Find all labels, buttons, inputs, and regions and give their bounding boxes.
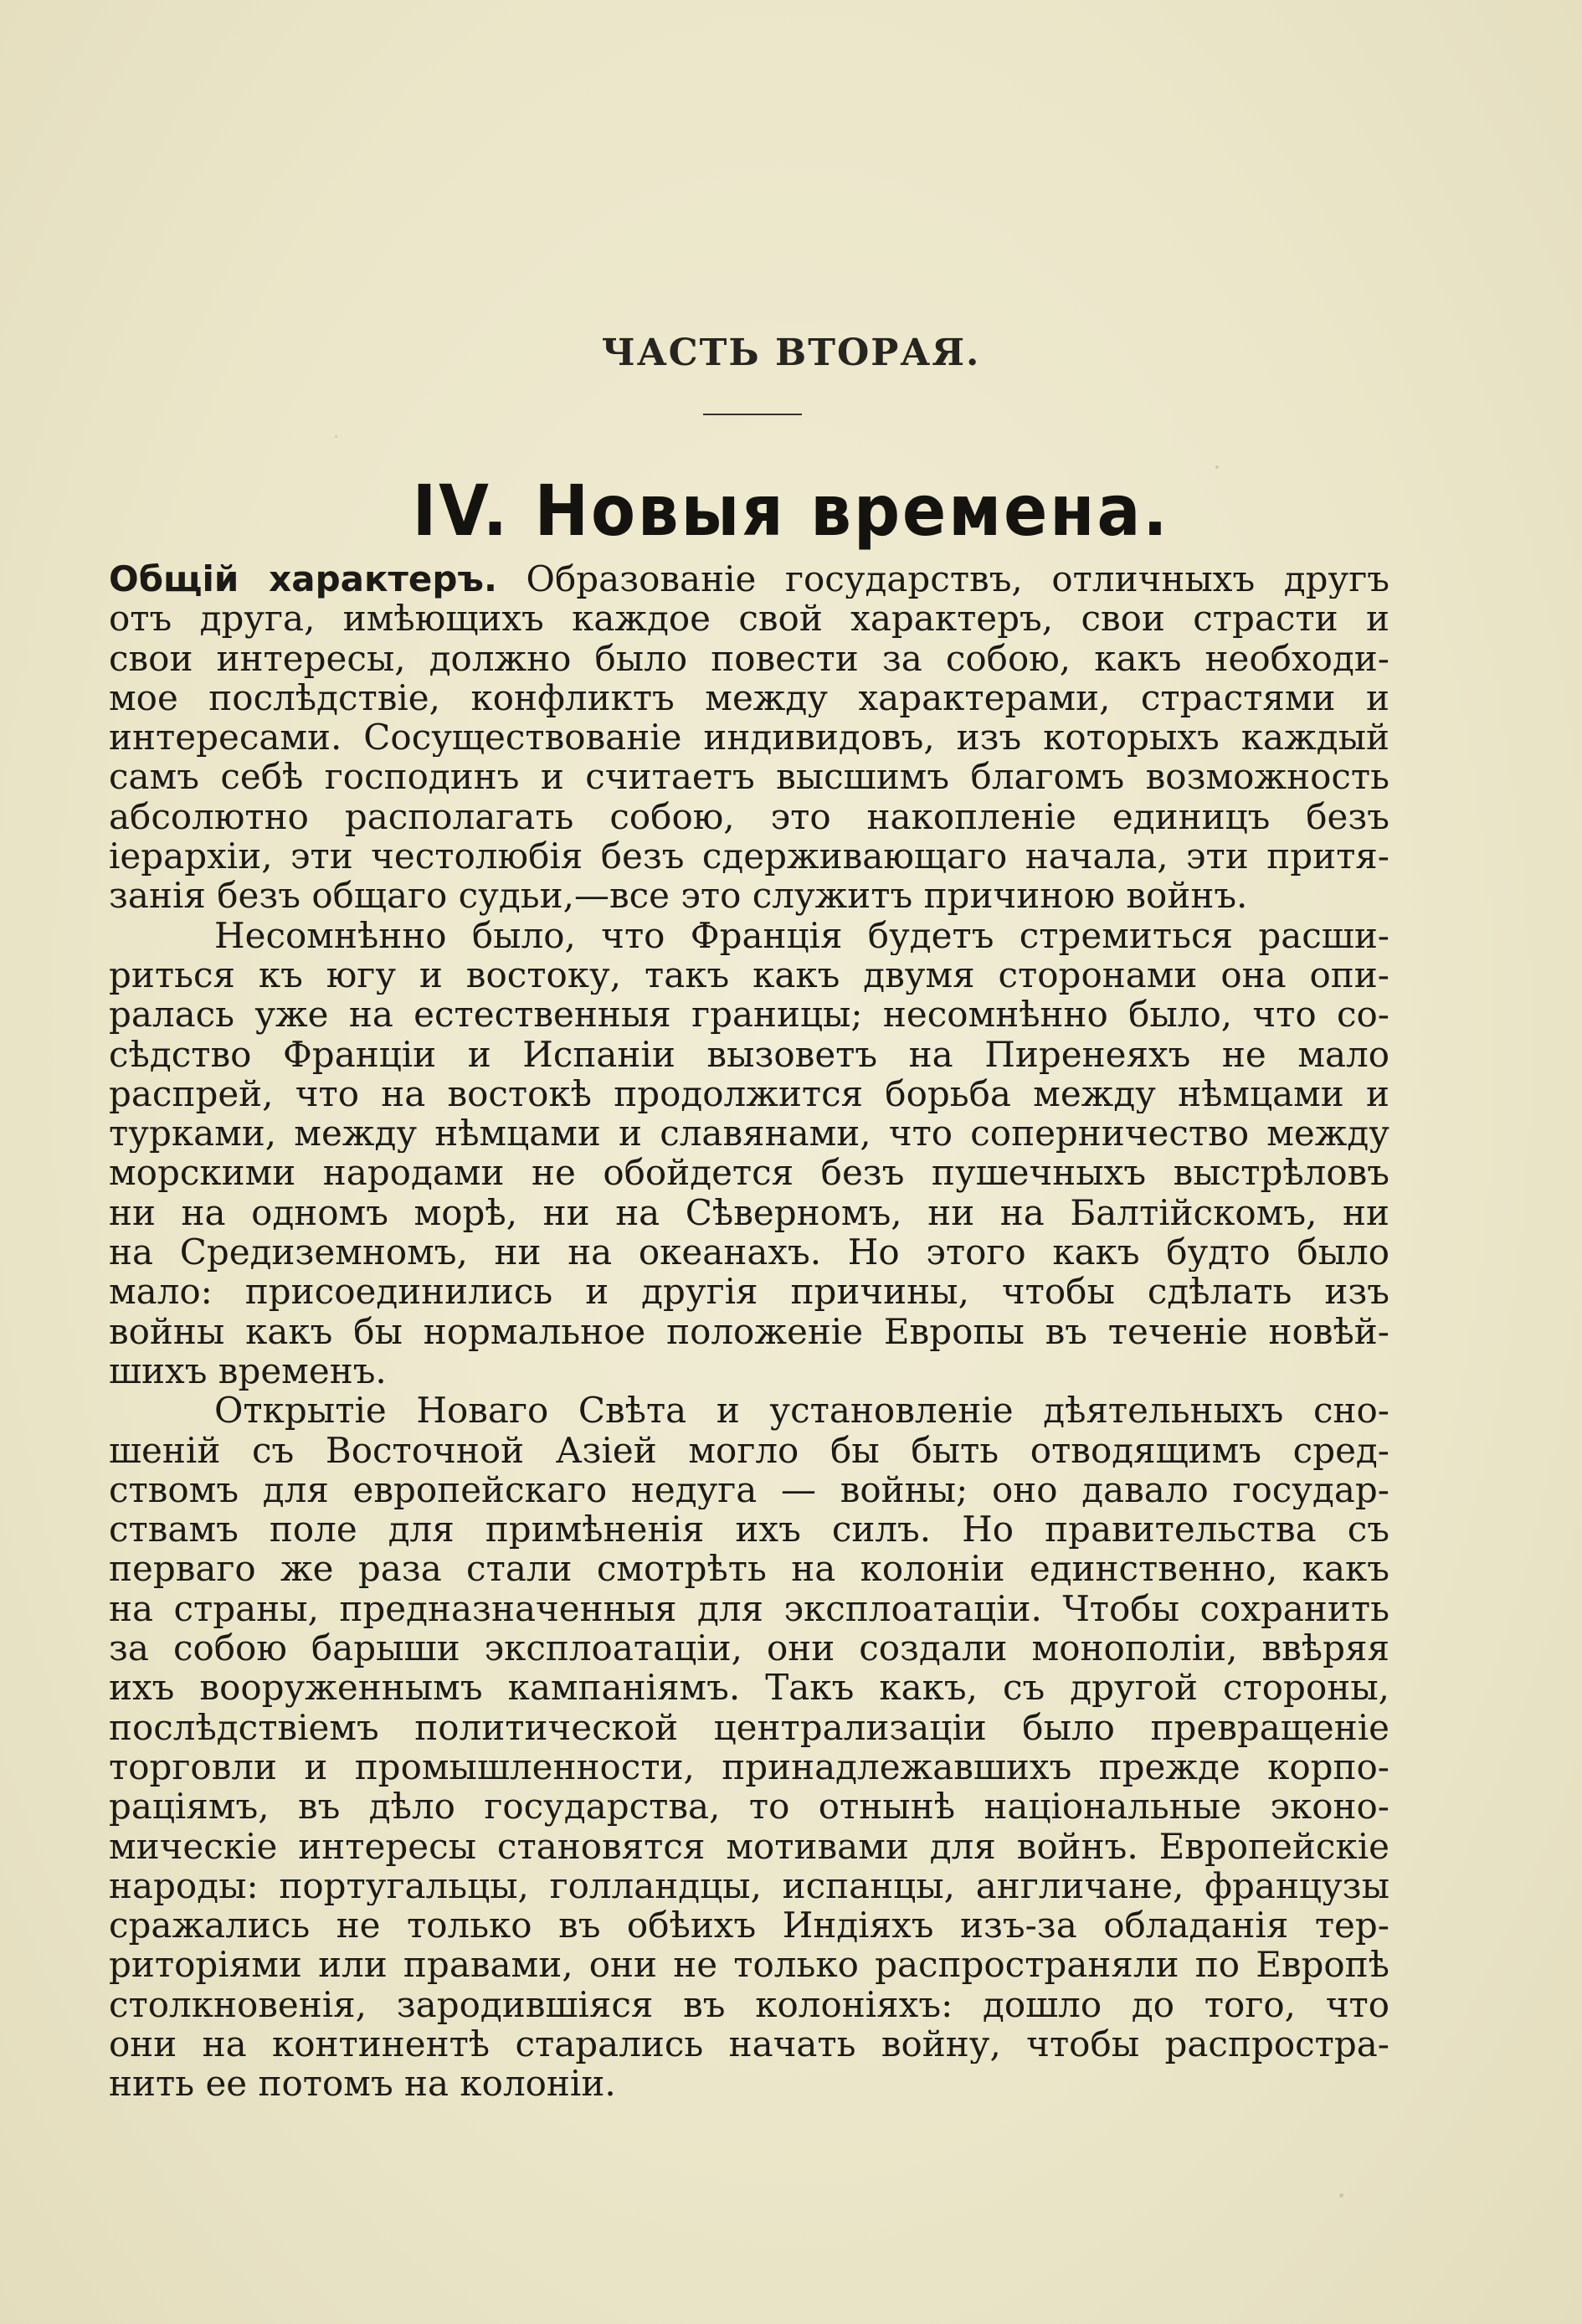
- text-line: морскими народами не обойдется безъ пушечныхъ выстрѣловъ: [109, 1153, 1389, 1193]
- text-line: мало: присоединились и другія причины, чтобы сдѣлать изъ: [109, 1272, 1389, 1312]
- text-line: послѣдствіемъ политической централизаціи было превращеніе: [109, 1707, 1389, 1747]
- text-line: сражались не только въ обѣихъ Индіяхъ изъ-за обладанія тер-: [109, 1905, 1389, 1946]
- line-text: Образованіе государствъ, отличныхъ другъ: [496, 559, 1389, 599]
- text-line: распрей, что на востокѣ продолжится борьба между нѣмцами и: [109, 1073, 1389, 1114]
- text-line: свои интересы, должно было повести за собою, какъ необходи-: [109, 638, 1389, 678]
- part-heading: ЧАСТЬ ВТОРАЯ.: [601, 332, 981, 374]
- text-line: войны какъ бы нормальное положеніе Европы въ теченіе новѣй-: [109, 1311, 1389, 1351]
- body-text: [109, 559, 1389, 2104]
- lead-in: Общій характеръ.: [109, 559, 497, 599]
- text-line: торговли и промышленности, принадлежавшихъ прежде корпо-: [109, 1746, 1389, 1787]
- text-line: за собою барыши эксплоатаціи, они создали монополіи, ввѣряя: [109, 1628, 1389, 1668]
- text-line: нить ее потомъ на колоніи.: [109, 2064, 616, 2104]
- text-line: риторіями или правами, они не только распространяли по Европѣ: [109, 1945, 1389, 1985]
- text-line: шихъ временъ.: [109, 1350, 387, 1391]
- text-line: народы: португальцы, голландцы, испанцы, англичане, французы: [109, 1865, 1389, 1906]
- text-line: турками, между нѣмцами и славянами, что соперничество между: [109, 1113, 1389, 1154]
- text-line: на страны, предназначенныя для эксплоатаціи. Чтобы сохранить: [109, 1588, 1389, 1629]
- chapter-title: IV. Новыя времена.: [412, 470, 1170, 552]
- text-line: Несомнѣнно было, что Франція будетъ стремиться расши-: [214, 915, 1389, 955]
- text-line: занія безъ общаго судьи,—все это служитъ причиною войнъ.: [109, 876, 1248, 916]
- text-line: самъ себѣ господинъ и считаетъ высшимъ благомъ возможность: [109, 757, 1389, 797]
- text-line: сѣдство Франціи и Испаніи вызоветъ на Пиренеяхъ не мало: [109, 1034, 1389, 1074]
- text-line: перваго же раза стали смотрѣть на колоніи единственно, какъ: [109, 1549, 1389, 1589]
- text-line: ни на одномъ морѣ, ни на Сѣверномъ, ни на Балтійскомъ, ни: [109, 1192, 1389, 1233]
- paper-speck: [335, 435, 337, 438]
- text-line: раціямъ, въ дѣло государства, то отнынѣ національные эконо-: [109, 1787, 1389, 1827]
- text-line: на Средиземномъ, ни на океанахъ. Но этого какъ будто было: [109, 1232, 1389, 1273]
- text-line: они на континентѣ старались начать войну, чтобы распростра-: [109, 2023, 1389, 2064]
- text-line: риться къ югу и востоку, такъ какъ двумя сторонами она опи-: [109, 954, 1389, 995]
- heading-rule: [703, 414, 802, 415]
- text-line: ствамъ поле для примѣненія ихъ силъ. Но правительства съ: [109, 1509, 1389, 1550]
- text-line: Открытіе Новаго Свѣта и установленіе дѣятельныхъ сно-: [214, 1391, 1389, 1431]
- text-line: ралась уже на естественныя границы; несомнѣнно было, что со-: [109, 995, 1389, 1035]
- text-line: мическіе интересы становятся мотивами для войнъ. Европейскіе: [109, 1826, 1389, 1866]
- paper-speck: [1215, 465, 1219, 469]
- paper-speck: [1339, 2193, 1343, 2198]
- text-line: отъ друга, имѣющихъ каждое свой характеръ, свои страсти и: [109, 599, 1389, 639]
- text-line: шеній съ Восточной Азіей могло бы быть отводящимъ сред-: [109, 1430, 1389, 1470]
- text-line: ихъ вооруженнымъ кампаніямъ. Такъ какъ, съ другой стороны,: [109, 1668, 1389, 1708]
- text-line: іерархіи, эти честолюбія безъ сдерживающаго начала, эти притя-: [109, 836, 1389, 877]
- text-line: [109, 559, 1389, 599]
- text-line: ствомъ для европейскаго недуга — войны; оно давало государ-: [109, 1469, 1389, 1510]
- text-line: столкновенія, зародившіяся въ колоніяхъ: дошло до того, что: [109, 1984, 1389, 2024]
- text-line: интересами. Сосуществованіе индивидовъ, изъ которыхъ каждый: [109, 717, 1389, 758]
- text-line: абсолютно располагать собою, это накопленіе единицъ безъ: [109, 796, 1389, 837]
- text-line: мое послѣдствіе, конфликтъ между характерами, страстями и: [109, 677, 1389, 718]
